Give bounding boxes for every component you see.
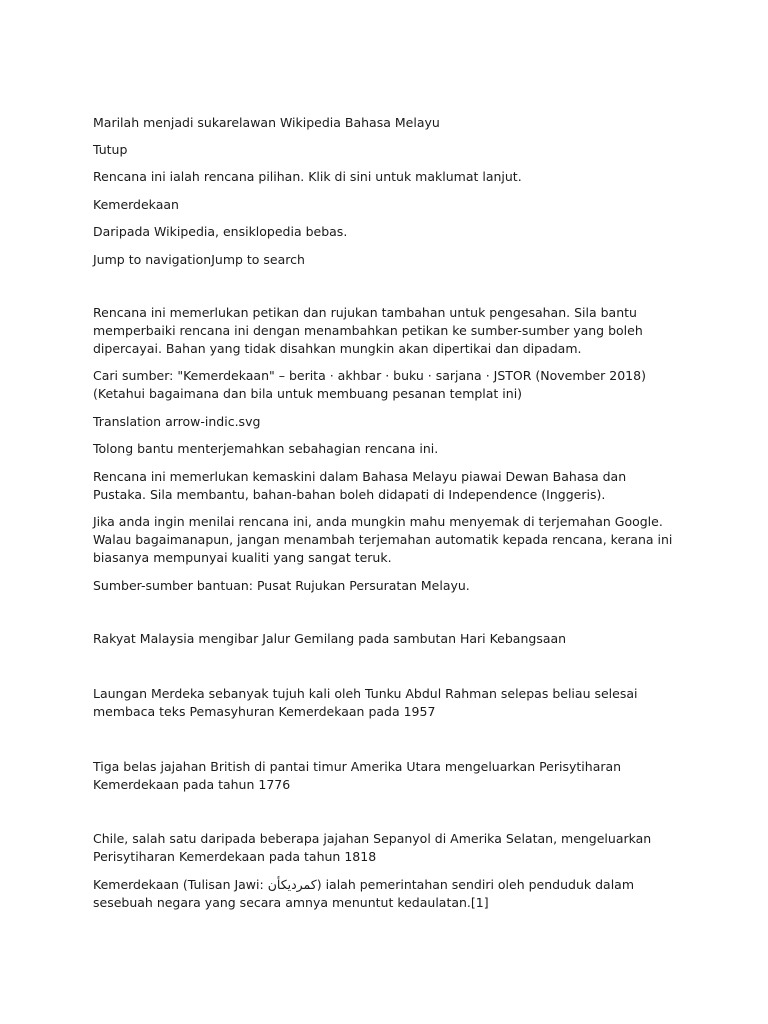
image-caption-flag: Rakyat Malaysia mengibar Jalur Gemilang pada sambutan Hari Kebangsaan xyxy=(93,631,567,646)
volunteer-banner-text: Marilah menjadi sukarelawan Wikipedia Bahasa Melayu xyxy=(93,115,440,130)
featured-article-notice: Rencana ini ialah rencana pilihan. Klik di sini untuk maklumat lanjut. xyxy=(93,169,522,184)
article-source-line: Daripada Wikipedia, ensiklopedia bebas. xyxy=(93,224,348,239)
reference-sources-text: Sumber-sumber bantuan: Pusat Rujukan Persuratan Melayu. xyxy=(93,578,470,593)
jump-links-text: Jump to navigationJump to search xyxy=(93,252,305,267)
find-sources-notice: Cari sumber: "Kemerdekaan" – berita · akhbar · buku · sarjana · JSTOR (November 2018) (Ketahui bagaimana dan bila untuk membuang pesanan templat ini) xyxy=(93,368,646,401)
image-caption-american-colonies: Tiga belas jajahan British di pantai timur Amerika Utara mengeluarkan Perisytiharan Kemerdekaan pada tahun 1776 xyxy=(93,759,622,792)
image-caption-merdeka: Laungan Merdeka sebanyak tujuh kali oleh Tunku Abdul Rahman selepas beliau selesai membaca teks Pemasyhuran Kemerdekaan pada 1957 xyxy=(93,686,638,719)
close-link-text: Tutup xyxy=(93,142,128,157)
translation-icon-caption: Translation arrow-indic.svg xyxy=(93,414,261,429)
google-translate-notice: Jika anda ingin menilai rencana ini, anda mungkin mahu menyemak di terjemahan Google. Walau bagaimanapun, jangan menambah terjemahan automatik kepada rencana, kerana ini biasanya mempunyai kualiti yang sangat teruk. xyxy=(93,514,673,565)
language-update-notice: Rencana ini memerlukan kemaskini dalam Bahasa Melayu piawai Dewan Bahasa dan Pustaka. Sila membantu, bahan-bahan boleh didapati di Independence (Inggeris). xyxy=(93,469,627,502)
image-caption-chile: Chile, salah satu daripada beberapa jajahan Sepanyol di Amerika Selatan, mengeluarkan Perisytiharan Kemerdekaan pada tahun 1818 xyxy=(93,831,652,864)
translation-request-text: Tolong bantu menterjemahkan sebahagian rencana ini. xyxy=(93,441,439,456)
citation-needed-notice: Rencana ini memerlukan petikan dan rujukan tambahan untuk pengesahan. Sila bantu memperbaiki rencana ini dengan menambahkan petikan ke sumber-sumber yang boleh dipercayai. Bahan yang tidak disahkan mungkin akan dipertikai dan dipadam. xyxy=(93,305,643,356)
article-title: Kemerdekaan xyxy=(93,197,179,212)
article-intro-paragraph: Kemerdekaan (Tulisan Jawi: كمرديكأن) ialah pemerintahan sendiri oleh penduduk dalam sesebuah negara yang secara amnya menuntut kedaulatan.[1] xyxy=(93,877,634,910)
